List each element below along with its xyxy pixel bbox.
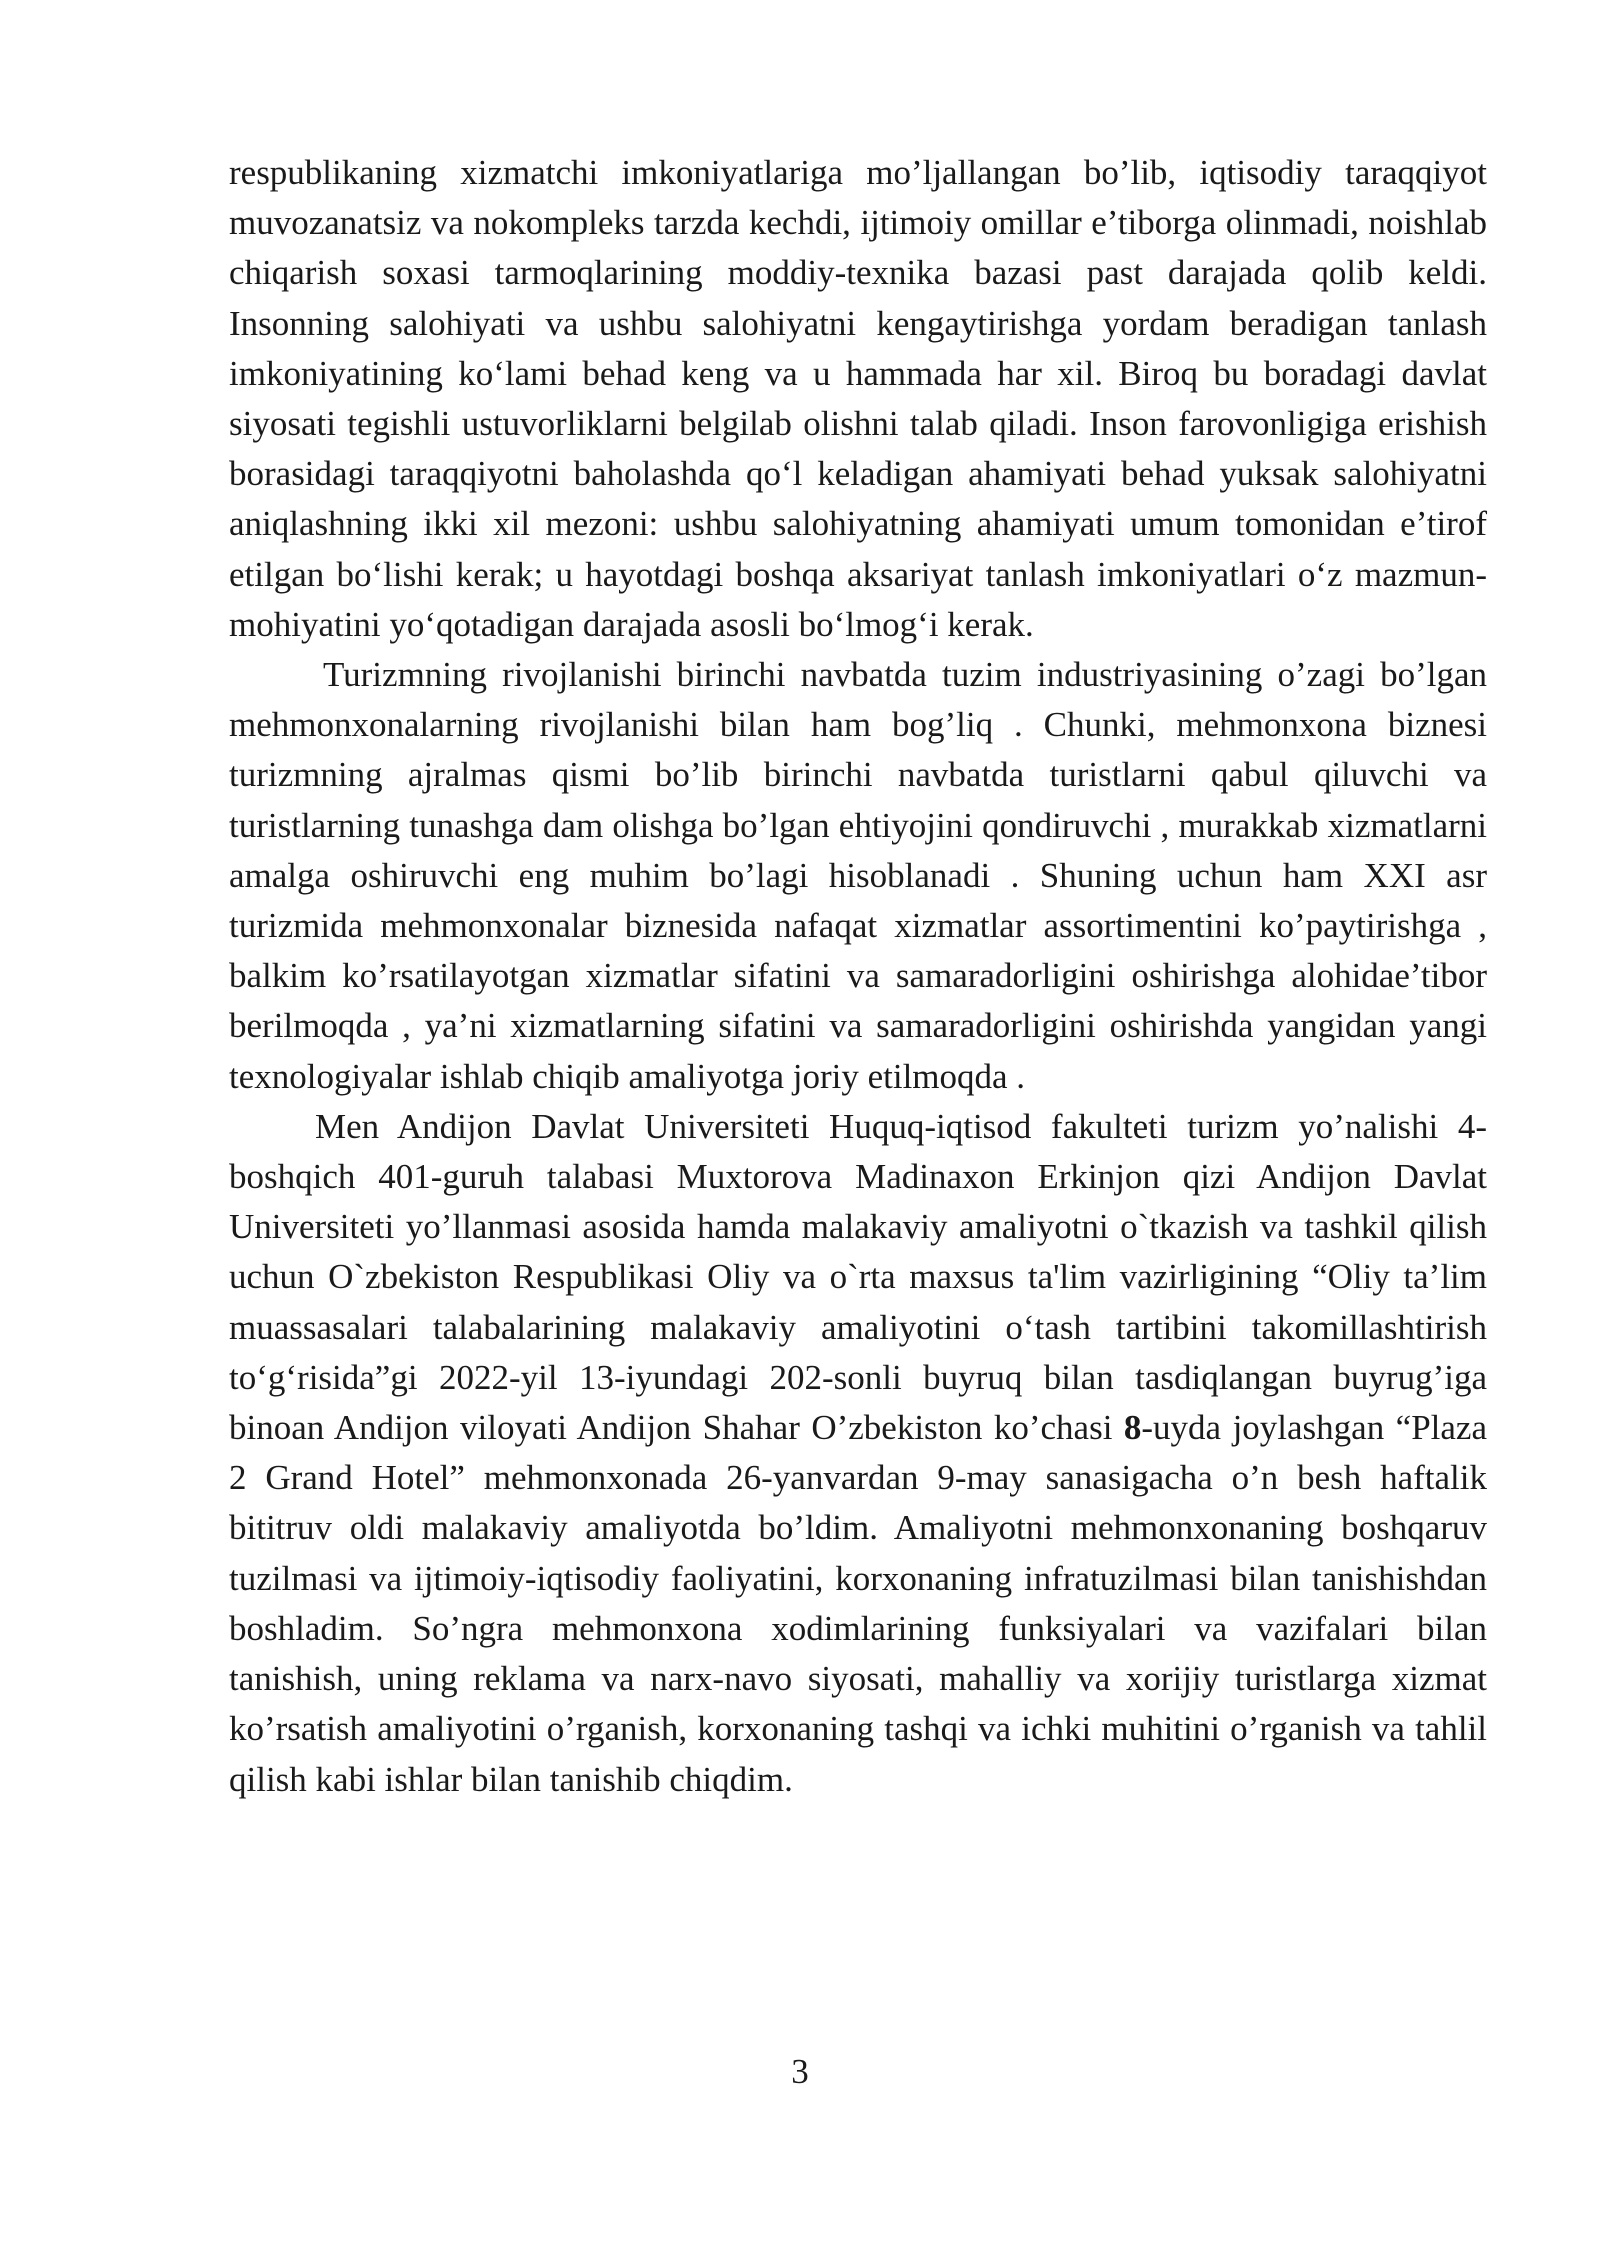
paragraph-continuation: respublikaning xizmatchi imkoniyatlariga mo’ljallangan bo’lib, iqtisodiy taraqqiyot muvozanatsiz va nokompleks tarzda kechdi, ijtimoiy omillar e’tiborga olinmadi, noishlab chiqarish soxasi tarmoqlarining moddiy-texnika bazasi past darajada qolib keldi. Insonning salohiyati va ushbu salohiyatni kengaytirishga yordam beradigan tanlash imkoniyatining ko‘lami behad keng va u hammada har xil. Biroq bu boradagi davlat siyosati tegishli ustuvorliklarni belgilab olishni talab qiladi. Inson farovonligiga erishish borasidagi taraqqiyotni baholashda qo‘l keladigan ahamiyati behad yuksak salohiyatni aniqlashning ikki xil mezoni: ushbu salohiyatning ahamiyati umum tomonidan e’tirof etilgan bo‘lishi kerak; u hayotdagi boshqa aksariyat tanlash imkoniyatlari o‘z mazmun-mohiyatini yo‘qotadigan darajada asosli bo‘lmog‘i kerak. [229,153,1487,644]
paragraph-tourism-development: Turizmning rivojlanishi birinchi navbatda tuzim industriyasining o’zagi bo’lgan mehmonxonalarning rivojlanishi bilan ham bog’liq . Chunki, mehmonxona biznesi turizmning ajralmas qismi bo’lib birinchi navbatda turistlarni qabul qiluvchi va turistlarning tunashga dam olishga bo’lgan ehtiyojini qondiruvchi , murakkab xizmatlarni amalga oshiruvchi eng muhim bo’lagi hisoblanadi . Shuning uchun ham XXI asr turizmida mehmonxonalar biznesida nafaqat xizmatlar assortimentini ko’paytirishga , balkim ko’rsatilayotgan xizmatlar sifatini va samaradorligini oshirishga alohidae’tibor berilmoqda , ya’ni xizmatlarning sifatini va samaradorligini oshirishda yangidan yangi texnologiyalar ishlab chiqib amaliyotga joriy etilmoqda . [229,655,1487,1096]
page-number: 3 [791,2052,809,2091]
paragraph-internship-text-part2: -uyda joylashgan “Plaza 2 Grand Hotel” mehmonxonada 26-yanvardan 9-may sanasigacha o’n besh haftalik bititruv oldi malakaviy amaliyotda bo’ldim. Amaliyotni mehmonxonaning boshqaruv tuzilmasi va ijtimoiy-iqtisodiy faoliyatini, korxonaning infratuzilmasi bilan tanishishdan boshladim. So’ngra mehmonxona xodimlarining funksiyalari va vazifalari bilan tanishish, uning reklama va narx-navo siyosati, mahalliy va xorijiy turistlarga xizmat ko’rsatish amaliyotini o’rganish, korxonaning tashqi va ichki muhitini o’rganish va tahlil qilish kabi ishlar bilan tanishib chiqdim. [229,1408,1488,1799]
paragraph-internship-text-part1: Men Andijon Davlat Universiteti Huquq-iqtisod fakulteti turizm yo’nalishi 4-boshqich 401-guruh talabasi Muxtorova Madinaxon Erkinjon qizi Andijon Davlat Universiteti yo’llanmasi asosida hamda malakaviy amaliyotni o`tkazish va tashkil qilish uchun O`zbekiston Respublikasi Oliy va o`rta maxsus ta'lim vazirligining “Oliy ta’lim muassasalari talabalarining malakaviy amaliyotini o‘tash tartibini takomillashtirish to‘g‘risida”gi 2022-yil 13-iyundagi 202-sonli buyruq bilan tasdiqlangan buyrug’iga binoan Andijon viloyati Andijon Shahar O’zbekiston ko’chasi [229,1106,1487,1448]
house-number-bold: 8 [1123,1408,1142,1448]
paragraph-internship-report [229,1102,1487,1805]
body-text [229,148,1487,1805]
